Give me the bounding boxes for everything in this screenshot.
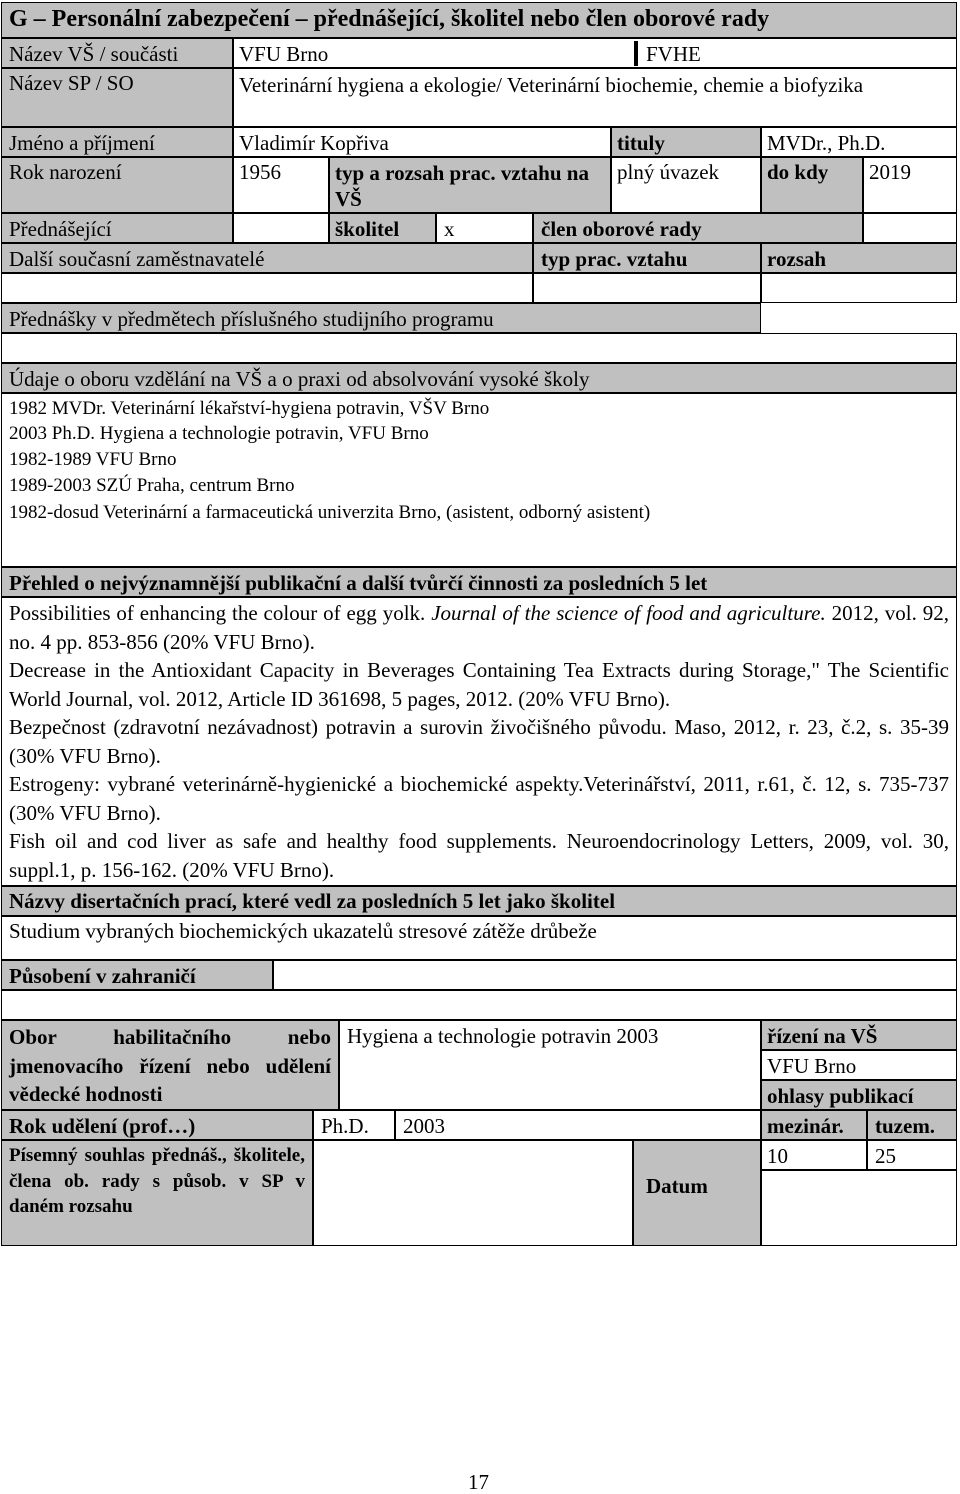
titles-value: MVDr., Ph.D. (767, 131, 886, 155)
citations-label: ohlasy publikací (767, 1084, 914, 1108)
consent-sign-cell (313, 1140, 633, 1246)
other-emp-label: Další současní zaměstnavatelé (9, 247, 265, 271)
faculty-divider (634, 41, 638, 66)
until-value: 2019 (869, 160, 911, 184)
board-label: člen oborové rady (541, 217, 702, 241)
publication-journal: Journal of the science of food and agriculture. (431, 601, 826, 625)
consent-label: Písemný souhlas přednáš., školitele, člena ob. rady s působ. v SP v daném rozsahu (9, 1145, 305, 1217)
education-line: 1982-1989 VFU Brno (9, 449, 177, 470)
titles-label: tituly (617, 131, 665, 155)
employment-value: plný úvazek (617, 160, 720, 184)
abroad-value-cell (273, 960, 957, 990)
supervisor-value: x (444, 217, 455, 241)
year-value-cell (395, 1110, 761, 1140)
education-line: 2003 Ph.D. Hygiena a technologie potravin, VFU Brno (9, 423, 429, 444)
date-value-cell (761, 1170, 957, 1246)
board-value-cell (863, 213, 957, 243)
faculty-value: FVHE (646, 42, 701, 66)
scope-empty-cell (761, 273, 957, 303)
abroad-label: Působení v zahraničí (9, 964, 196, 988)
dom-value: 25 (875, 1144, 896, 1168)
lecturer-label: Přednášející (9, 217, 112, 241)
education-line: 1989-2003 SZÚ Praha, centrum Brno (9, 475, 295, 496)
intl-value: 10 (767, 1144, 788, 1168)
dissertations-value: Studium vybraných biochemických ukazatelů stresové zátěže drůbeže (9, 919, 597, 943)
other-emp-empty-cell (1, 273, 533, 303)
education-line: 1982-dosud Veterinární a farmaceutická univerzita Brno, (asistent, odborný asistent) (9, 502, 651, 523)
vs-label: Název VŠ / součásti (9, 42, 179, 66)
year-label: Rok udělení (prof…) (9, 1114, 196, 1138)
year-degree: Ph.D. (321, 1114, 369, 1138)
publication-item: Decrease in the Antioxidant Capacity in Beverages Containing Tea Extracts during Storage," The Scientific World Journal, vol. 2012, Article ID 361698, 5 pages, 2012. (20% VFU Brno). (9, 658, 949, 711)
dom-label: tuzem. (875, 1114, 936, 1138)
emp-type-label: typ prac. vztahu (541, 247, 688, 271)
proc-value: VFU Brno (767, 1054, 857, 1078)
birth-label: Rok narození (9, 160, 122, 184)
education-line: 1982 MVDr. Veterinární lékařství-hygiena potravin, VŠV Brno (9, 398, 490, 419)
publication-text: Possibilities of enhancing the colour of egg yolk. (9, 601, 432, 625)
name-label: Jméno a příjmení (9, 131, 155, 155)
publication-item: Estrogeny: vybrané veterinárně-hygienické a biochemické aspekty.Veterinářství, 2011, r.61, č. 12, s. 735-737 (30% VFU Brno). (9, 772, 949, 825)
publication-text: 2012, vol. 92, no. 4 pp. 853-856 (20% VFU Brno). (9, 601, 949, 654)
habilitation-label: Obor habilitačního nebo jmenovacího řízení nebo udělení vědecké hodnosti (9, 1025, 331, 1106)
publications-header: Přehled o nejvýznamnější publikační a další tvůrčí činnosti za posledních 5 let (9, 571, 708, 595)
lecturer-value-cell (233, 213, 329, 243)
vs-value-cell (233, 38, 957, 68)
publication-item: Bezpečnost (zdravotní nezávadnost) potravin a surovin živočišného původu. Maso, 2012, r. 23, č.2, s. 35-39 (30% VFU Brno). (9, 715, 949, 768)
sp-label: Název SP / SO (9, 71, 134, 95)
abroad-empty-row (1, 990, 957, 1020)
publication-item (9, 599, 949, 656)
supervisor-label: školitel (335, 217, 400, 241)
date-label: Datum (646, 1174, 708, 1198)
education-header: Údaje o oboru vzdělání na VŠ a o praxi od absolvování vysoké školy (9, 367, 590, 391)
emp-type-empty-cell (533, 273, 761, 303)
lectures-empty-row (1, 333, 957, 363)
employment-label: typ a rozsah prac. vztahu na VŠ (335, 161, 589, 211)
section-title: G – Personální zabezpečení – přednášející, školitel nebo člen oborové rady (9, 6, 770, 32)
dissertations-header: Názvy disertačních prací, které vedl za posledních 5 let jako školitel (9, 889, 616, 913)
publication-item: Fish oil and cod liver as safe and healthy food supplements. Neuroendocrinology Letters, 2009, vol. 30, suppl.1, p. 156-162. (20% VFU Brno). (9, 829, 949, 882)
birth-value: 1956 (239, 160, 281, 184)
lectures-header: Přednášky v předmětech příslušného studijního programu (9, 307, 494, 331)
habilitation-value: Hygiena a technologie potravin 2003 (347, 1024, 659, 1048)
page-number: 17 (468, 1470, 489, 1494)
intl-label: mezinár. (767, 1114, 844, 1138)
scope-label: rozsah (767, 247, 827, 271)
proc-label: řízení na VŠ (767, 1024, 878, 1048)
name-value: Vladimír Kopřiva (239, 131, 389, 155)
sp-value: Veterinární hygiena a ekologie/ Veterinární biochemie, chemie a biofyzika (239, 73, 864, 97)
until-label: do kdy (767, 160, 829, 184)
vs-value: VFU Brno (239, 42, 329, 66)
year-value: 2003 (403, 1114, 445, 1138)
